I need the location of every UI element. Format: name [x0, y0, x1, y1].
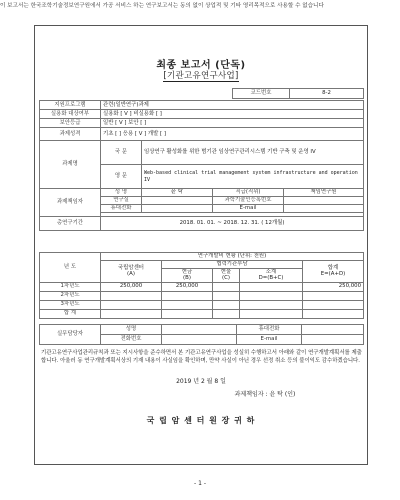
staff-tel-label: 전화번호 — [101, 335, 162, 345]
staff-phone-label: 휴대전화 — [237, 325, 302, 335]
budget-cash-header: 현금 (B) — [162, 268, 213, 282]
report-subtitle-text: [기관고유연구사업] — [163, 71, 239, 81]
period-value: 2018. 01. 01. ~ 2018. 12. 31. ( 12개월) — [101, 217, 364, 231]
budget-year3-label: 3차년도 — [40, 300, 101, 309]
budget-sum-label: 합 계 — [40, 309, 101, 318]
budget-table — [39, 252, 364, 319]
practical-use-value: 실용화 [ V ] 비실용화 [ ] — [101, 110, 364, 119]
support-program-label: 지원프로그램 — [40, 101, 101, 110]
code-table — [232, 88, 364, 99]
budget-year1-total: 250,000 — [303, 282, 364, 291]
code-label: 코드번호 — [233, 89, 290, 99]
researcher-label: 과제책임자 — [40, 189, 101, 217]
task-type-value: 기초 [ ] 응용 [ V ] 개발 [ ] — [101, 128, 364, 141]
researcher-name-value: 윤 탁 — [142, 189, 213, 197]
report-subtitle — [35, 69, 367, 81]
support-program-value: 관련(일반연구)과제 — [101, 101, 364, 110]
report-page — [34, 25, 368, 465]
researcher-reg-value — [284, 197, 364, 205]
researcher-email-value — [284, 205, 364, 213]
period-label: 총연구기간 — [40, 217, 101, 231]
project-english-label: 영 문 — [101, 165, 142, 189]
staff-name-value — [162, 325, 237, 335]
budget-year1-cash: 250,000 — [162, 282, 213, 291]
staff-tel-value — [162, 335, 237, 345]
security-value: 일반 [ V ] 보안 [ ] — [101, 119, 364, 128]
report-title: 최종 보고서 (단독) — [156, 60, 246, 71]
info-table — [39, 100, 364, 231]
staff-label: 실무담당자 — [40, 325, 101, 345]
budget-inkind-header: 현물 (C) — [213, 268, 240, 282]
staff-name-label: 성명 — [101, 325, 162, 335]
staff-phone-value — [302, 325, 364, 335]
practical-use-label: 실용화 대상여부 — [40, 110, 101, 119]
signer-line: 과제책임자 : 윤 탁 (인) — [234, 391, 296, 398]
submission-date: 2019 년 2 월 8 일 — [176, 378, 226, 385]
researcher-reg-label: 과학기술인등록번호 — [213, 197, 284, 205]
project-english-value: Web-based clinical trial management system infrastructure and operation IV — [142, 165, 364, 189]
staff-table — [39, 324, 364, 345]
researcher-position-value: 책임연구원 — [284, 189, 364, 197]
budget-partner-header: 협력기관부담 — [162, 261, 303, 269]
budget-year1-national: 250,000 — [101, 282, 162, 291]
researcher-lab-value — [142, 197, 213, 205]
security-label: 보안등급 — [40, 119, 101, 128]
pledge-statement: 기관고유연구사업관리규칙과 또는 지시사항을 준수하면서 본 기관고유연구사업을 성실히 수행하고서 아래와 같이 연구개발계획서를 제출합니다. 아울러 동 연구개발계획서상의 기재 내용이 사실임을 확인하며, 만약 사실이 아닌 경우 선정 취소 등의 불이익도 감수하겠습니다. — [41, 350, 362, 364]
budget-subtotal-header: 소계 D=(B+C) — [240, 268, 303, 282]
budget-year1-inkind — [213, 282, 240, 291]
researcher-phone-value — [142, 205, 213, 213]
task-type-label: 과제성격 — [40, 128, 101, 141]
addressee: 국 립 암 센 터 원 장 귀 하 — [146, 416, 256, 425]
budget-total-header: 합계 E=(A+D) — [303, 261, 364, 283]
budget-year1-subtotal — [240, 282, 303, 291]
budget-national-header: 국립암센터 (A) — [101, 261, 162, 283]
budget-year2-label: 2차년도 — [40, 291, 101, 300]
budget-section-label: 연구개발비 현황 (단위: 천원) — [101, 253, 364, 261]
code-value: 8-2 — [290, 89, 364, 99]
researcher-email-label: E-mail — [213, 205, 284, 213]
staff-email-value — [302, 335, 364, 345]
project-korean-label: 국 문 — [101, 141, 142, 165]
project-name-label: 과제명 — [40, 141, 101, 189]
copyright-notice: 이 보고서는 한국조학기술정보연구원에서 가공 서비스 하는 연구보고서는 동의 없이 상업적 및 기타 영리목적으로 사용할 수 없습니다 — [0, 3, 324, 9]
staff-email-label: E-mail — [237, 335, 302, 345]
researcher-name-label: 성 명 — [101, 189, 142, 197]
researcher-phone-label: 휴대전화 — [101, 205, 142, 213]
project-korean-value: 임상연구 활성화를 위한 범기관 임상연구관리시스템 기반 구축 및 운영 IV — [142, 141, 364, 165]
researcher-lab-label: 연구실 — [101, 197, 142, 205]
budget-year1-label: 1차년도 — [40, 282, 101, 291]
budget-year-header: 년 도 — [40, 253, 101, 283]
researcher-position-label: 직급(직위) — [213, 189, 284, 197]
page-number: - 1 - — [194, 480, 206, 487]
